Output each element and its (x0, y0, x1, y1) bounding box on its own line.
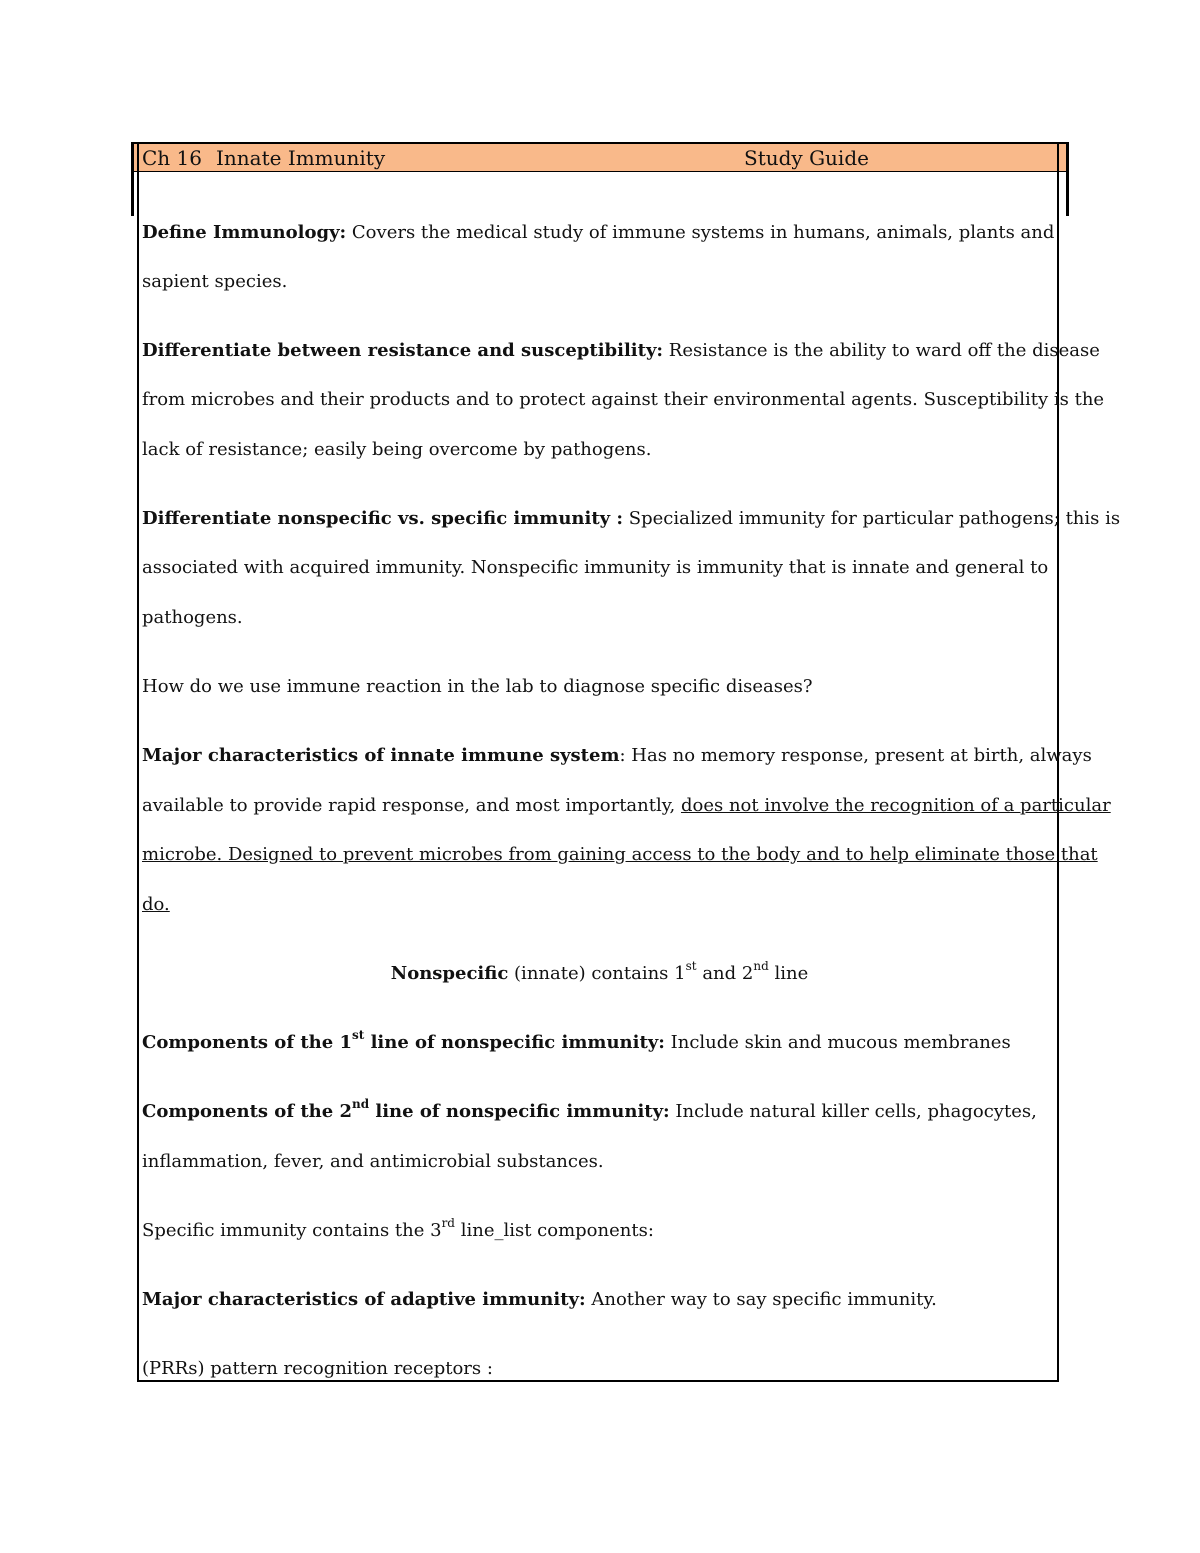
innate-text-2 (142, 794, 1111, 818)
innate-text-2-plain: available to provide rapid response, and most importantly, (142, 795, 681, 816)
immunology-text-1: Covers the medical study of immune systems in humans, animals, plants and (346, 222, 1055, 243)
second-line-components (142, 1097, 1057, 1124)
nonspecific-text-2: and 2 (696, 963, 754, 984)
resistance-text-1: Resistance is the ability to ward off the disease (663, 340, 1100, 361)
first-line-label: Components of the 1st line of nonspecific immunity: (142, 1028, 665, 1053)
first-line-components (142, 1028, 1057, 1055)
specificity-text-2: associated with acquired immunity. Nonspecific immunity is immunity that is innate and general to (142, 557, 1049, 578)
immunology-definition (142, 221, 1057, 245)
second-line-text-1: Include natural killer cells, phagocytes, (669, 1101, 1037, 1122)
specific-immunity: Specific immunity contains the 3rd line_list components: (142, 1216, 654, 1241)
innate-text-2-underlined: does not involve the recognition of a particular (680, 795, 1111, 816)
immunology-definition-cont: sapient species. (142, 271, 288, 292)
specificity-definition (142, 507, 1121, 531)
nonspecific-heading (142, 959, 1057, 986)
nonspecific-sup-1: st (685, 959, 697, 973)
specificity-label: Differentiate nonspecific vs. specific immunity : (142, 508, 624, 529)
first-line-text: Include skin and mucous membranes (664, 1032, 1011, 1053)
nonspecific-bold: Nonspecific (390, 963, 509, 984)
prrs-line: (PRRs) pattern recognition receptors : (142, 1358, 493, 1379)
lab-question: How do we use immune reaction in the lab to diagnose specific diseases? (142, 676, 813, 697)
resistance-definition (142, 339, 1100, 363)
innate-characteristics (142, 744, 1092, 768)
chapter-title: Innate Immunity (216, 146, 386, 170)
second-line-text-2: inflammation, fever, and antimicrobial substances. (142, 1151, 604, 1172)
innate-text-3: microbe. Designed to prevent microbes from gaining access to the body and to help eliminate those that (142, 844, 1098, 865)
resistance-label: Differentiate between resistance and susceptibility: (142, 340, 664, 361)
innate-text-4: do. (142, 894, 170, 915)
second-line-label: Components of the 2nd line of nonspecific immunity: (142, 1097, 670, 1122)
left-border-bar (131, 142, 134, 216)
specificity-text-3: pathogens. (142, 607, 243, 628)
innate-text-1: : Has no memory response, present at birth, always (619, 745, 1092, 766)
resistance-text-2: from microbes and their products and to protect against their environmental agents. Susceptibility is the (142, 389, 1105, 410)
specificity-text-1: Specialized immunity for particular pathogens; this is (623, 508, 1121, 529)
adaptive-label: Major characteristics of adaptive immunity: (142, 1289, 586, 1310)
innate-label: Major characteristics of innate immune system (142, 745, 620, 766)
resistance-text-3: lack of resistance; easily being overcome by pathogens. (142, 439, 652, 460)
nonspecific-text-3: line (768, 963, 809, 984)
adaptive-text: Another way to say specific immunity. (585, 1289, 937, 1310)
right-border-bar (1066, 142, 1069, 216)
chapter-number: Ch 16 (142, 146, 202, 170)
adaptive-characteristics (142, 1288, 1057, 1312)
study-guide-label: Study Guide (744, 146, 869, 170)
nonspecific-text-1: (innate) contains 1 (508, 963, 686, 984)
immunology-label: Define Immunology: (142, 222, 347, 243)
nonspecific-sup-2: nd (753, 959, 769, 973)
